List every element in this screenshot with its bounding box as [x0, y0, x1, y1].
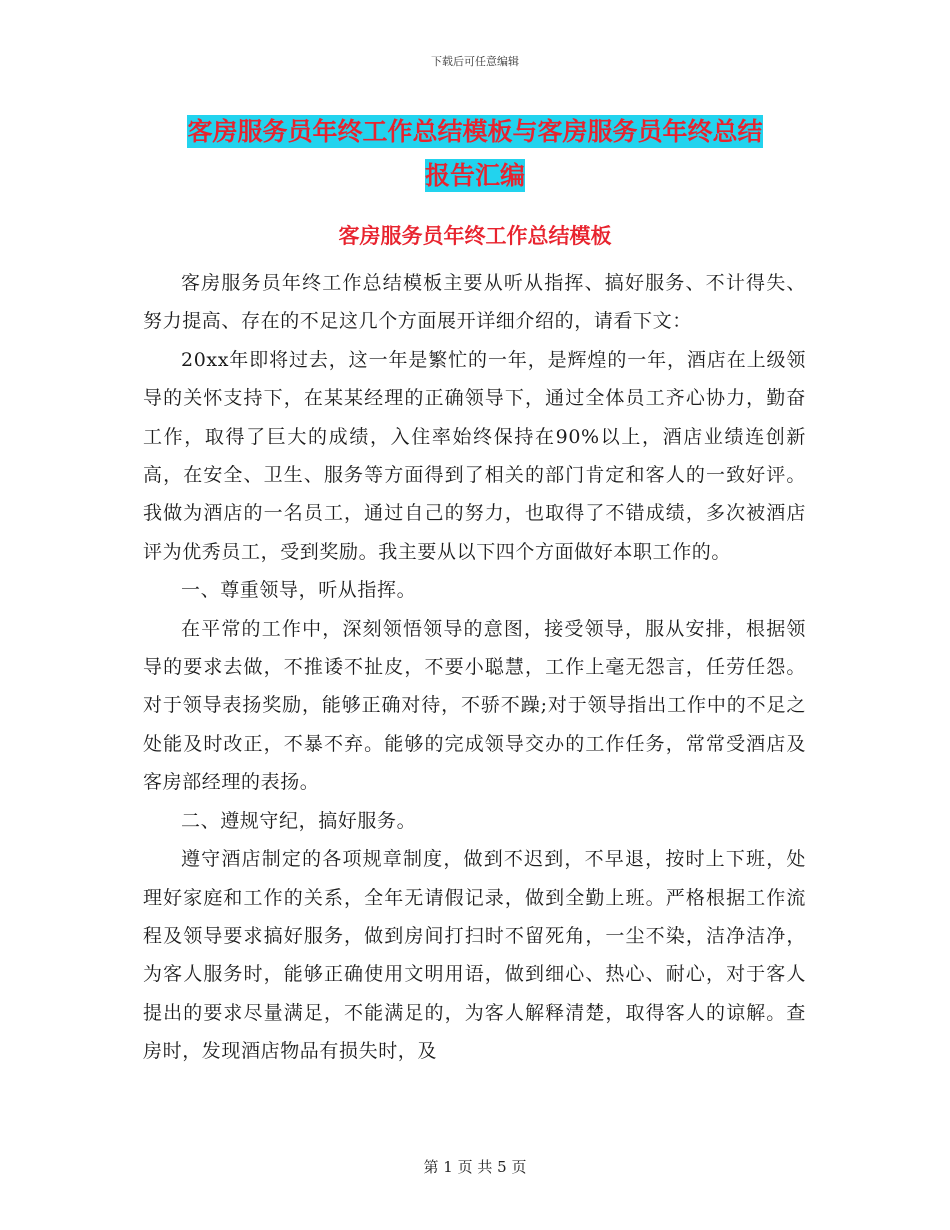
paragraph: 20xx年即将过去，这一年是繁忙的一年，是辉煌的一年，酒店在上级领导的关怀支持下，在某某经理的正确领导下，通过全体员工齐心协力，勤奋工作，取得了巨大的成绩，入住率始终保持在90%以上，酒店业绩连创新高，在安全、卫生、服务等方面得到了相关的部门肯定和客人的一致好评。我做为酒店的一名员工，通过自己的努力，也取得了不错成绩，多次被酒店评为优秀员工，受到奖励。我主要从以下四个方面做好本职工作的。	[143, 348, 806, 563]
paragraph: 遵守酒店制定的各项规章制度，做到不迟到，不早退，按时上下班，处理好家庭和工作的关系，全年无请假记录，做到全勤上班。严格根据工作流程及领导要求搞好服务，做到房间打扫时不留死角，一尘不染，洁净洁净，为客人服务时，能够正确使用文明用语，做到细心、热心、耐心，对于客人提出的要求尽量满足，不能满足的，为客人解释清楚，取得客人的谅解。查房时，发现酒店物品有损失时，及	[143, 848, 806, 1063]
main-title	[145, 110, 805, 198]
paragraph: 客房服务员年终工作总结模板主要从听从指挥、搞好服务、不计得失、努力提高、存在的不足这几个方面展开详细介绍的，请看下文：	[143, 272, 806, 333]
main-title-line2: 报告汇编	[424, 161, 525, 190]
section-title: 客房服务员年终工作总结模板	[338, 224, 612, 248]
body-text	[143, 264, 806, 1071]
main-title-line1: 客房服务员年终工作总结模板与客房服务员年终总结	[187, 117, 763, 146]
page-footer: 第 1 页 共 5 页	[423, 1158, 527, 1176]
header-note: 下载后可任意编辑	[431, 55, 519, 68]
paragraph: 在平常的工作中，深刻领悟领导的意图，接受领导，服从安排，根据领导的要求去做，不推诿不扯皮，不要小聪慧，工作上毫无怨言，任劳任怨。对于领导表扬奖励，能够正确对待，不骄不躁;对于领导指出工作中的不足之处能及时改正，不暴不弃。能够的完成领导交办的工作任务，常常受酒店及客房部经理的表扬。	[143, 617, 806, 794]
paragraph-heading: 一、尊重领导，听从指挥。	[181, 579, 417, 602]
paragraph-heading: 二、遵规守纪，搞好服务。	[181, 809, 417, 832]
